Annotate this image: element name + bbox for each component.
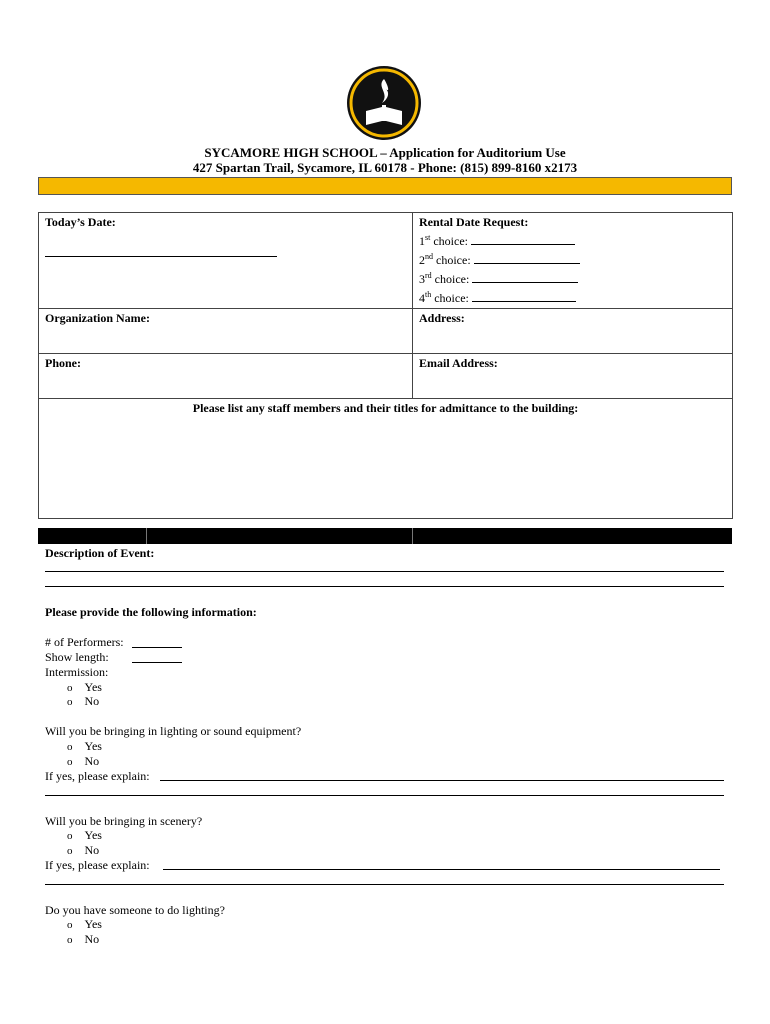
todays-date-field[interactable] (45, 245, 277, 257)
email-cell[interactable] (413, 354, 733, 399)
lighting-person-yes[interactable]: o Yes (67, 917, 102, 931)
todays-date-label: Today’s Date: (45, 215, 116, 229)
staff-label: Please list any staff members and their titles for admittance to the building: (192, 401, 579, 415)
intermission-no[interactable]: o No (67, 694, 100, 708)
rental-date-label: Rental Date Request: (419, 215, 529, 229)
show-length-label: Show length: (45, 650, 109, 664)
scenery-explain-label: If yes, please explain: (45, 858, 150, 872)
organization-cell[interactable] (39, 309, 413, 354)
intermission-yes[interactable]: o Yes (67, 680, 102, 694)
lighting-person-question: Do you have someone to do lighting? (45, 903, 225, 917)
lighting-person-no[interactable]: o No (67, 932, 100, 946)
school-logo (346, 65, 422, 141)
choice-4: 4th choice: (419, 287, 726, 306)
show-length-field[interactable] (132, 651, 182, 663)
lighting-question: Will you be bringing in lighting or sound equipment? (45, 724, 302, 738)
description-line-1[interactable] (45, 571, 724, 572)
form-title: SYCAMORE HIGH SCHOOL – Application for Auditorium Use (204, 145, 566, 160)
todays-date-cell (39, 213, 413, 309)
performers-label: # of Performers: (45, 635, 124, 649)
address-cell[interactable] (413, 309, 733, 354)
phone-cell[interactable] (39, 354, 413, 399)
scenery-yes[interactable]: o Yes (67, 828, 102, 842)
lighting-yes[interactable]: o Yes (67, 739, 102, 753)
choice-4-field[interactable] (472, 290, 576, 302)
gold-banner (38, 177, 732, 195)
scenery-question: Will you be bringing in scenery? (45, 814, 203, 828)
lighting-explain-label: If yes, please explain: (45, 769, 150, 783)
intermission-label: Intermission: (45, 665, 109, 679)
lighting-no[interactable]: o No (67, 754, 100, 768)
lighting-explain-line-2[interactable] (45, 795, 724, 796)
provide-info-label: Please provide the following information: (45, 605, 257, 619)
email-label: Email Address: (419, 356, 498, 370)
organization-label: Organization Name: (45, 311, 150, 325)
scenery-no[interactable]: o No (67, 843, 100, 857)
phone-label: Phone: (45, 356, 81, 370)
choice-2-field[interactable] (474, 252, 580, 264)
choice-1-field[interactable] (471, 233, 575, 245)
staff-cell[interactable] (39, 399, 733, 519)
description-label: Description of Event: (45, 546, 155, 560)
section-divider-bar (38, 528, 732, 544)
scenery-explain-line-1[interactable] (163, 869, 720, 870)
choice-2: 2nd choice: (419, 249, 726, 268)
choice-3: 3rd choice: (419, 268, 726, 287)
applicant-info-table (38, 212, 733, 519)
description-line-2[interactable] (45, 586, 724, 587)
school-address: 427 Spartan Trail, Sycamore, IL 60178 - Phone: (815) 899-8160 x2173 (192, 160, 578, 175)
performers-field[interactable] (132, 636, 182, 648)
rental-date-cell (413, 213, 733, 309)
scenery-explain-line-2[interactable] (45, 884, 724, 885)
address-label: Address: (419, 311, 465, 325)
choice-3-field[interactable] (472, 271, 578, 283)
choice-1: 1st choice: (419, 230, 726, 249)
lighting-explain-line-1[interactable] (160, 780, 724, 781)
